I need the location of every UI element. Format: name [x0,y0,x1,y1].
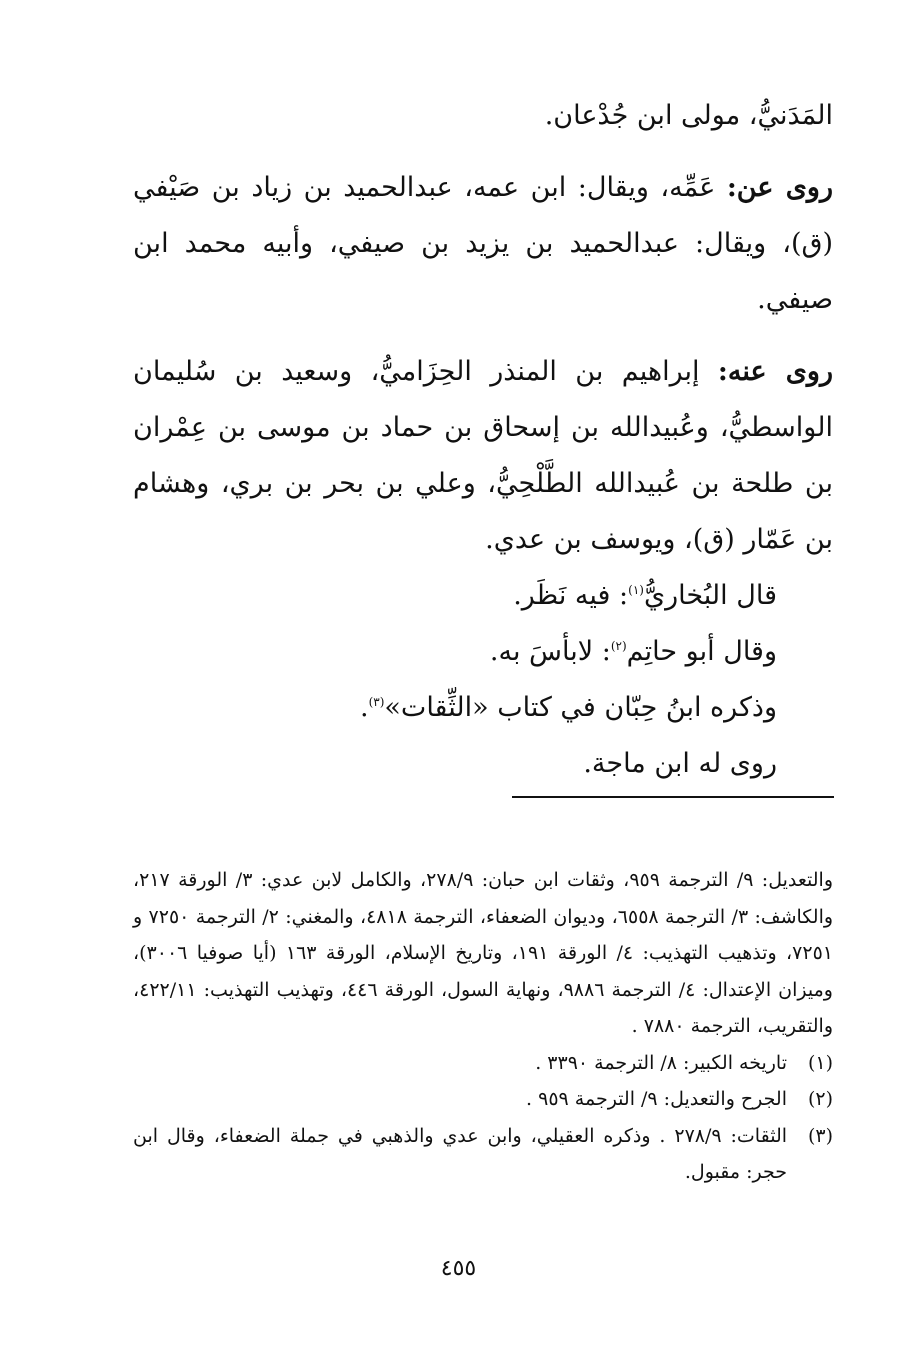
paragraph-narrated-from [133,160,833,328]
line-bukhari-text: قال البُخاريُّ [643,580,777,611]
narrated-from-text: عَمِّه، ويقال: ابن عمه، عبدالحميد بن زياد بن صَيْفي (ق)، ويقال: عبدالحميد بن يزيد بن صيفي، وأبيه محمد ابن صيفي. [133,172,833,315]
footnote-number: (١) [807,1051,833,1074]
line-bukhari [133,568,833,624]
narrated-by-text: إبراهيم بن المنذر الحِزَاميُّ، وسعيد بن سُليمان الواسطيُّ، وعُبيدالله بن إسحاق بن حماد بن موسى بن عِمْران بن طلحة بن عُبيدالله الطَّلْحِيُّ، وعلي بن بحر بن بري، وهشام بن عَمّار (ق)، ويوسف بن عدي. [133,356,833,555]
line-abu-hatim-rest: : لابأسَ به. [489,636,611,667]
line-ibn-hibban-rest: . [359,692,369,723]
footnote-ref-2[interactable]: (٢) [610,639,627,653]
footnotes [133,862,833,1191]
page-number: ٤٥٥ [440,1256,477,1281]
footnote-separator [512,796,834,798]
footnote-text: تاريخه الكبير: ٨/ الترجمة ٣٣٩٠ . [535,1051,787,1074]
paragraph-origin: المَدَنيُّ، مولى ابن جُدْعان. [544,100,833,131]
footnote-ref-1[interactable]: (١) [628,583,644,597]
heading-narrated-by: روى عنه: [717,356,833,387]
line-ibn-majah: روى له ابن ماجة. [583,748,777,779]
paragraph-narrated-by [133,344,833,568]
line-abu-hatim-text: وقال أبو حاتِم [626,636,777,667]
line-bukhari-rest: : فيه نَظَر. [513,580,629,611]
main-text [133,88,833,792]
footnote-number: (٢) [807,1088,833,1110]
footnote-number: (٣) [807,1124,833,1147]
footnote-text: الجرح والتعديل: ٩/ الترجمة ٩٥٩ . [526,1088,787,1110]
footnote-3 [133,1118,833,1191]
line-ibn-hibban [133,680,833,736]
line-abu-hatim [133,624,833,680]
footnote-ref-3[interactable]: (٣) [368,695,385,709]
footnote-text: الثقات: ٢٧٨/٩ . وذكره العقيلي، وابن عدي والذهبي في جملة الضعفاء، وقال ابن حجر: مقبول. [133,1124,788,1183]
footnote-1 [133,1045,833,1082]
line-ibn-hibban-text: وذكره ابنُ حِبّان في كتاب «الثِّقات» [384,692,777,723]
footnote-2 [133,1081,833,1118]
heading-narrated-from: روى عن: [726,172,833,203]
footnote-continuation: والتعديل: ٩/ الترجمة ٩٥٩، وثقات ابن حبان: ٢٧٨/٩، والكامل لابن عدي: ٣/ الورقة ٢١٧، والكاشف: ٣/ الترجمة ٦٥٥٨، وديوان الضعفاء، الترجمة ٤٨١٨، والمغني: ٢/ الترجمة ٧٢٥٠ و ٧٢٥١، وتذهيب التهذيب: ٤/ الورقة ١٩١، وتاريخ الإسلام، الورقة ١٦٣ (أيا صوفيا ٣٠٠٦)، وميزان الإعتدال: ٤/ الترجمة ٩٨٨٦، ونهاية السول، الورقة ٤٤٦، وتهذيب التهذيب: ٤٢٢/١١، والتقريب، الترجمة ٧٨٨٠ . [133,869,834,1037]
